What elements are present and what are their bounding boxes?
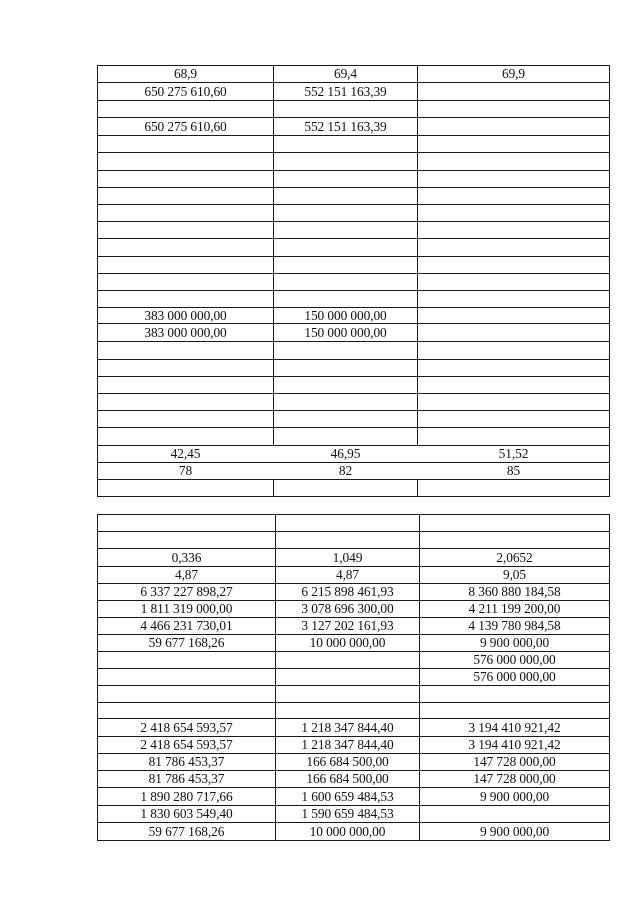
table-rule [97, 359, 609, 360]
column-divider [417, 393, 418, 411]
table-cell: 150 000 000,00 [304, 307, 387, 323]
table-cell: 552 151 163,39 [304, 118, 387, 134]
table-rule [97, 135, 609, 136]
table-cell: 69,4 [333, 66, 358, 82]
column-divider [417, 221, 418, 239]
column-divider [273, 135, 274, 153]
column-divider [417, 82, 418, 101]
table-rule [97, 410, 609, 411]
column-divider [273, 152, 274, 171]
table-rule [97, 393, 609, 394]
table-cell: 3 194 410 921,42 [468, 719, 561, 735]
table-cell: 147 728 000,00 [473, 771, 556, 787]
column-divider [419, 702, 420, 719]
table-cell: 1 590 659 484,53 [301, 806, 394, 822]
column-divider [417, 117, 418, 136]
table-cell: 3 078 696 300,00 [301, 601, 394, 617]
table-cell: 82 [338, 463, 353, 479]
table-rule [97, 685, 609, 686]
column-divider [273, 427, 274, 446]
column-divider [417, 170, 418, 188]
column-divider [419, 685, 420, 703]
table-cell: 9 900 000,00 [479, 788, 550, 804]
column-divider [273, 376, 274, 394]
column-divider [273, 221, 274, 239]
table-rule [97, 273, 609, 274]
table-rule [97, 152, 609, 153]
column-divider [273, 187, 274, 205]
table-cell: 0,336 [171, 549, 202, 565]
table-cell: 6 337 227 898,27 [140, 584, 233, 600]
table-rule [97, 256, 609, 257]
table-cell: 1 830 603 549,40 [140, 806, 233, 822]
column-divider [417, 376, 418, 394]
column-divider [417, 204, 418, 222]
table-cell: 4 211 199 200,00 [468, 601, 561, 617]
table-cell: 9 900 000,00 [479, 635, 550, 651]
table-cell: 1,049 [332, 549, 363, 565]
column-divider [417, 341, 418, 360]
table-cell: 166 684 500,00 [306, 771, 389, 787]
table-rule [97, 187, 609, 188]
column-divider [273, 100, 274, 118]
column-divider [417, 273, 418, 291]
column-divider [417, 238, 418, 257]
table-cell: 150 000 000,00 [304, 324, 387, 340]
table-cell: 650 275 610,60 [144, 118, 227, 134]
column-divider [417, 479, 418, 497]
table-cell: 3 194 410 921,42 [468, 737, 561, 753]
table-rule [97, 514, 609, 515]
table-cell: 383 000 000,00 [144, 324, 227, 340]
column-divider [419, 531, 420, 549]
table-cell: 1 218 347 844,40 [301, 737, 394, 753]
column-divider [273, 341, 274, 360]
column-divider [273, 256, 274, 274]
table-rule [97, 238, 609, 239]
table-rule [97, 479, 609, 480]
table-cell: 51,52 [498, 446, 529, 462]
column-divider [419, 514, 420, 532]
table-cell: 166 684 500,00 [306, 754, 389, 770]
table-cell: 9,05 [502, 567, 527, 583]
table-cell: 69,9 [501, 66, 526, 82]
table-rule [97, 496, 609, 497]
column-divider [417, 307, 418, 324]
table-rule [97, 204, 609, 205]
table-cell: 1 890 280 717,66 [140, 788, 233, 804]
table-cell: 10 000 000,00 [309, 823, 386, 839]
column-divider [275, 514, 276, 532]
column-divider [273, 393, 274, 411]
table-rule [97, 100, 609, 101]
column-divider [275, 685, 276, 703]
column-divider [417, 152, 418, 171]
column-divider [275, 531, 276, 549]
table-cell: 59 677 168,26 [148, 635, 225, 651]
table-cell: 576 000 000,00 [473, 669, 556, 685]
table-cell: 6 215 898 461,93 [301, 584, 394, 600]
table-rule [97, 427, 609, 428]
table-border-right [609, 65, 610, 497]
column-divider [417, 359, 418, 377]
column-divider [417, 427, 418, 446]
table-rule [97, 170, 609, 171]
table-rule [97, 221, 609, 222]
column-divider [273, 479, 274, 497]
table-rule [97, 376, 609, 377]
column-divider [417, 410, 418, 428]
table-cell: 1 811 319 000,00 [140, 601, 233, 617]
table-cell: 46,95 [330, 446, 361, 462]
column-divider [273, 273, 274, 291]
table-cell: 78 [178, 463, 193, 479]
table-cell: 10 000 000,00 [309, 635, 386, 651]
table-cell: 383 000 000,00 [144, 307, 227, 323]
table-rule [97, 531, 609, 532]
table-cell: 147 728 000,00 [473, 754, 556, 770]
table-cell: 650 275 610,60 [144, 83, 227, 99]
column-divider [417, 135, 418, 153]
column-divider [417, 323, 418, 342]
column-divider [273, 238, 274, 257]
column-divider [273, 290, 274, 308]
column-divider [275, 702, 276, 719]
column-divider [273, 359, 274, 377]
table-cell: 2 418 654 593,57 [140, 737, 233, 753]
table-cell: 42,45 [170, 446, 201, 462]
table-cell: 552 151 163,39 [304, 83, 387, 99]
table-cell: 81 786 453,37 [148, 771, 225, 787]
column-divider [275, 668, 276, 686]
column-divider [273, 170, 274, 188]
table-cell: 2,0652 [496, 549, 533, 565]
column-divider [417, 187, 418, 205]
column-divider [417, 100, 418, 118]
column-divider [273, 410, 274, 428]
table-cell: 576 000 000,00 [473, 652, 556, 668]
table-cell: 9 900 000,00 [479, 823, 550, 839]
column-divider [419, 805, 420, 823]
table-cell: 4 139 780 984,58 [468, 618, 561, 634]
table-cell: 59 677 168,26 [148, 823, 225, 839]
table-cell: 85 [506, 463, 521, 479]
column-divider [273, 204, 274, 222]
column-divider [275, 651, 276, 669]
table-cell: 1 218 347 844,40 [301, 719, 394, 735]
table-cell: 1 600 659 484,53 [301, 788, 394, 804]
table-cell: 4 466 231 730,01 [140, 618, 233, 634]
table-cell: 81 786 453,37 [148, 754, 225, 770]
column-divider [417, 290, 418, 308]
table-rule [97, 702, 609, 703]
table-rule [97, 341, 609, 342]
table-cell: 3 127 202 161,93 [301, 618, 394, 634]
column-divider [417, 256, 418, 274]
table-cell: 68,9 [173, 66, 198, 82]
table-rule [97, 290, 609, 291]
table-cell: 8 360 880 184,58 [468, 584, 561, 600]
table-cell: 4,87 [335, 567, 360, 583]
table-cell: 4,87 [174, 567, 199, 583]
table-rule [97, 840, 609, 841]
table-cell: 2 418 654 593,57 [140, 719, 233, 735]
table-border-right [609, 514, 610, 841]
